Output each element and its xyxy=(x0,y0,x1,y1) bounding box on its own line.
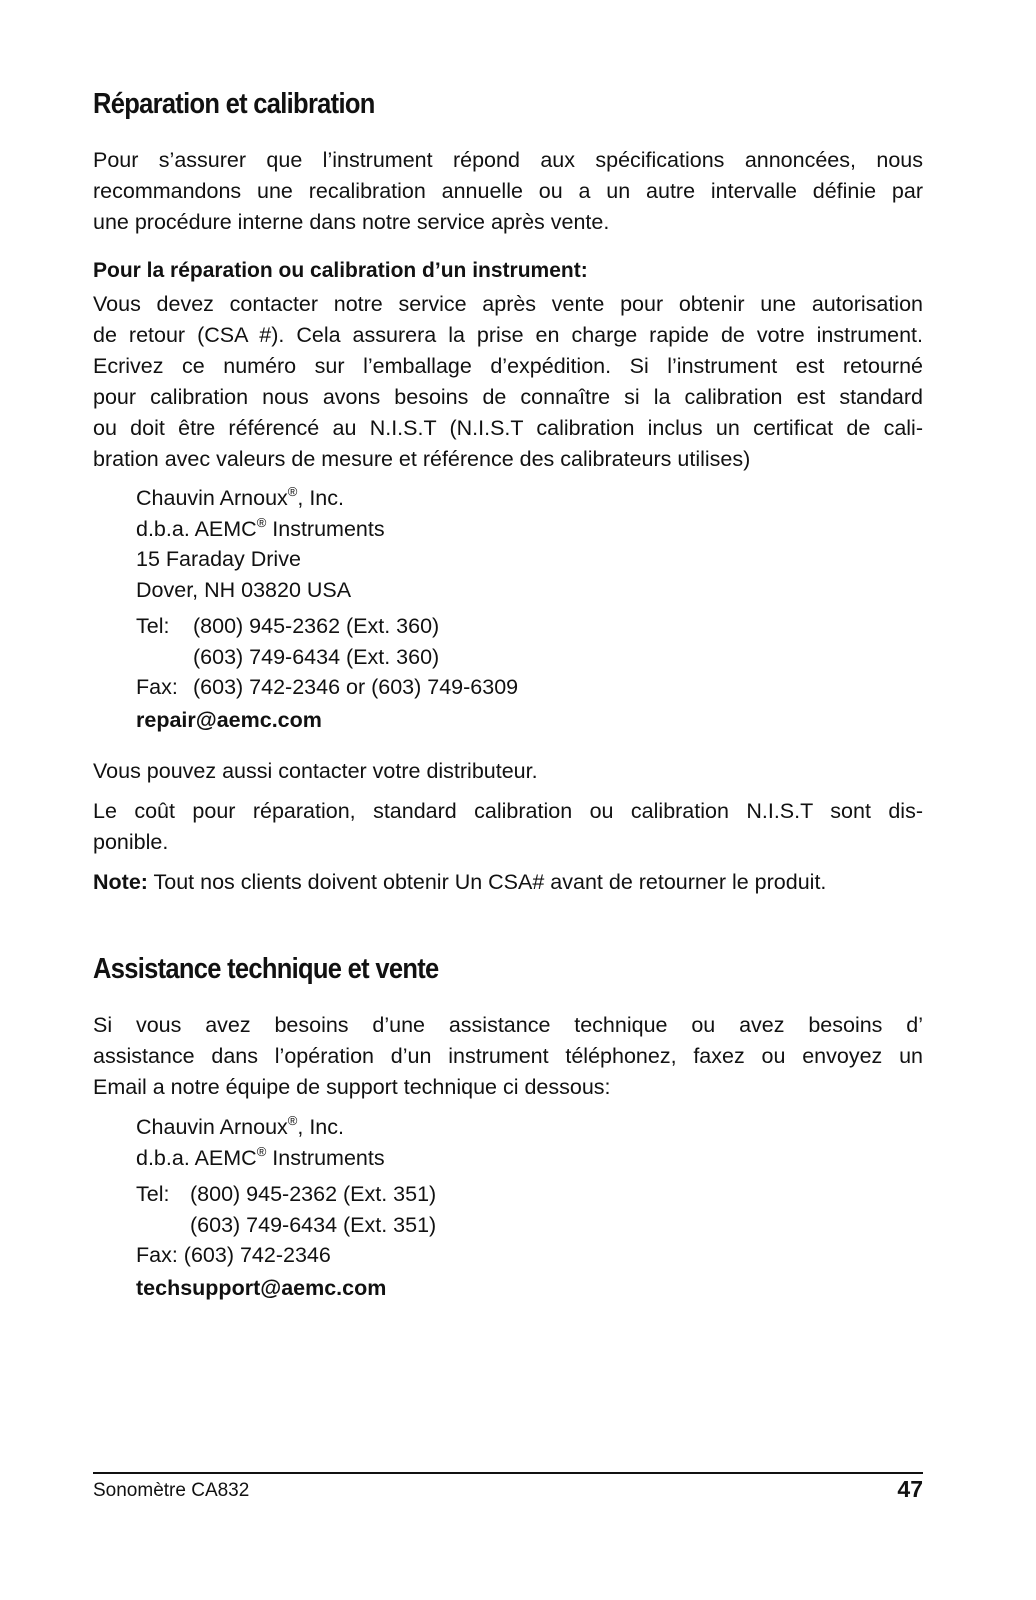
paragraph-line: une procédure interne dans notre service après vente. xyxy=(93,210,610,234)
paragraph-line: assistance dans l’opération d’un instrument téléphonez, faxez ou envoyez un xyxy=(93,1044,923,1068)
company-line: Chauvin Arnoux®, Inc. xyxy=(136,484,344,510)
note-paragraph xyxy=(93,867,923,898)
distributor-text: Vous pouvez aussi contacter votre distributeur. xyxy=(93,759,538,783)
paragraph-line: Pour s’assurer que l’instrument répond aux spécifications annoncées, nous xyxy=(93,148,923,172)
fax-line: Fax: (603) 742-2346 xyxy=(136,1243,331,1267)
paragraph-line: Email a notre équipe de support technique ci dessous: xyxy=(93,1075,611,1099)
company-line: Chauvin Arnoux®, Inc. xyxy=(136,1113,344,1139)
paragraph-line: de retour (CSA #). Cela assurera la prise en charge rapide de votre instrument. xyxy=(93,323,923,347)
fax-line: Fax: (603) 742-2346 or (603) 749-6309 xyxy=(136,675,519,699)
city-line: Dover, NH 03820 USA xyxy=(136,577,352,602)
document-page xyxy=(93,0,923,1600)
paragraph-line: pour calibration nous avons besoins de connaître si la calibration est standard xyxy=(93,385,923,409)
section-title-support: Assistance technique et vente xyxy=(93,953,439,985)
repair-body-paragraph xyxy=(93,289,923,475)
tel-line-2: (603) 749-6434 (Ext. 360) xyxy=(193,644,440,669)
repair-subheading: Pour la réparation ou calibration d’un instrument: xyxy=(93,259,588,282)
street-line: 15 Faraday Drive xyxy=(136,547,301,571)
repair-address-block xyxy=(136,483,518,735)
registered-mark: ® xyxy=(256,514,267,530)
dba-line: d.b.a. AEMC® Instruments xyxy=(136,514,385,541)
repair-email: repair@aemc.com xyxy=(136,707,322,732)
registered-mark: ® xyxy=(287,1113,298,1128)
tel-line-2: (603) 749-6434 (Ext. 351) xyxy=(190,1212,437,1237)
repair-intro-paragraph xyxy=(93,145,923,238)
footer-divider xyxy=(93,1472,923,1474)
support-address-block xyxy=(136,1112,436,1303)
paragraph-line: recommandons une recalibration annuelle ou a un autre intervalle définie par xyxy=(93,179,923,203)
tel-line: Tel: (800) 945-2362 (Ext. 360) xyxy=(136,614,440,638)
registered-mark: ® xyxy=(256,1143,267,1159)
tel-line: Tel: (800) 945-2362 (Ext. 351) xyxy=(136,1182,437,1206)
note-label: Note: xyxy=(93,870,148,894)
paragraph-line: ou doit être référencé au N.I.S.T (N.I.S.T calibration inclus un certificat de cali- xyxy=(93,416,923,440)
paragraph-line: bration avec valeurs de mesure et référence des calibrateurs utilises) xyxy=(93,447,751,471)
page-number: 47 xyxy=(897,1476,923,1502)
paragraph-line: Vous devez contacter notre service après vente pour obtenir une autorisation xyxy=(93,292,923,316)
paragraph-line: Le coût pour réparation, standard calibration ou calibration N.I.S.T sont dis- xyxy=(93,799,923,823)
support-intro-paragraph xyxy=(93,1010,923,1103)
paragraph-line: Si vous avez besoins d’une assistance technique ou avez besoins d’ xyxy=(93,1013,923,1037)
section-title-repair: Réparation et calibration xyxy=(93,88,375,120)
dba-line: d.b.a. AEMC® Instruments xyxy=(136,1143,385,1170)
cost-paragraph xyxy=(93,796,923,858)
paragraph-line: Ecrivez ce numéro sur l’emballage d’expédition. Si l’instrument est retourné xyxy=(93,354,923,378)
support-email: techsupport@aemc.com xyxy=(136,1275,387,1300)
note-text: Tout nos clients doivent obtenir Un CSA# avant de retourner le produit. xyxy=(147,870,827,894)
registered-mark: ® xyxy=(287,484,298,499)
footer-product-name: Sonomètre CA832 xyxy=(93,1480,250,1501)
paragraph-line: ponible. xyxy=(93,830,169,854)
